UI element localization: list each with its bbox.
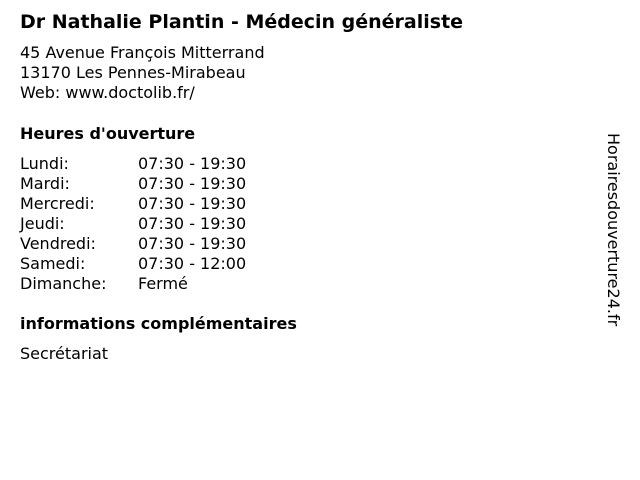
hours-row-thursday	[20, 214, 246, 234]
hours-row-wednesday	[20, 194, 246, 214]
additional-info-text: Secrétariat	[20, 344, 109, 363]
time-value: 07:30 - 19:30	[138, 154, 247, 173]
address-city: 13170 Les Pennes-Mirabeau	[20, 63, 246, 82]
day-label: Samedi:	[20, 254, 86, 273]
address-street: 45 Avenue François Mitterrand	[20, 43, 265, 62]
time-value: 07:30 - 19:30	[138, 234, 247, 253]
page-title: Dr Nathalie Plantin - Médecin généraliste	[20, 11, 464, 33]
time-value: 07:30 - 19:30	[138, 194, 247, 213]
hours-row-monday	[20, 154, 246, 174]
opening-hours-table	[20, 154, 246, 294]
additional-info-heading: informations complémentaires	[20, 314, 297, 333]
hours-row-friday	[20, 234, 246, 254]
day-label: Mercredi:	[20, 194, 95, 213]
hours-row-sunday	[20, 274, 246, 294]
website-link[interactable]: Web: www.doctolib.fr/	[20, 83, 195, 102]
time-value: 07:30 - 12:00	[138, 254, 247, 273]
time-value: 07:30 - 19:30	[138, 174, 247, 193]
address-block	[20, 43, 265, 103]
day-label: Vendredi:	[20, 234, 96, 253]
day-label: Mardi:	[20, 174, 70, 193]
side-brand-watermark: Horairesdouverture24.fr	[604, 133, 623, 327]
opening-hours-heading: Heures d'ouverture	[20, 124, 196, 143]
day-label: Jeudi:	[20, 214, 65, 233]
hours-row-tuesday	[20, 174, 246, 194]
day-label: Dimanche:	[20, 274, 107, 293]
hours-row-saturday	[20, 254, 246, 274]
time-value: 07:30 - 19:30	[138, 214, 247, 233]
time-value: Fermé	[138, 274, 188, 293]
day-label: Lundi:	[20, 154, 69, 173]
